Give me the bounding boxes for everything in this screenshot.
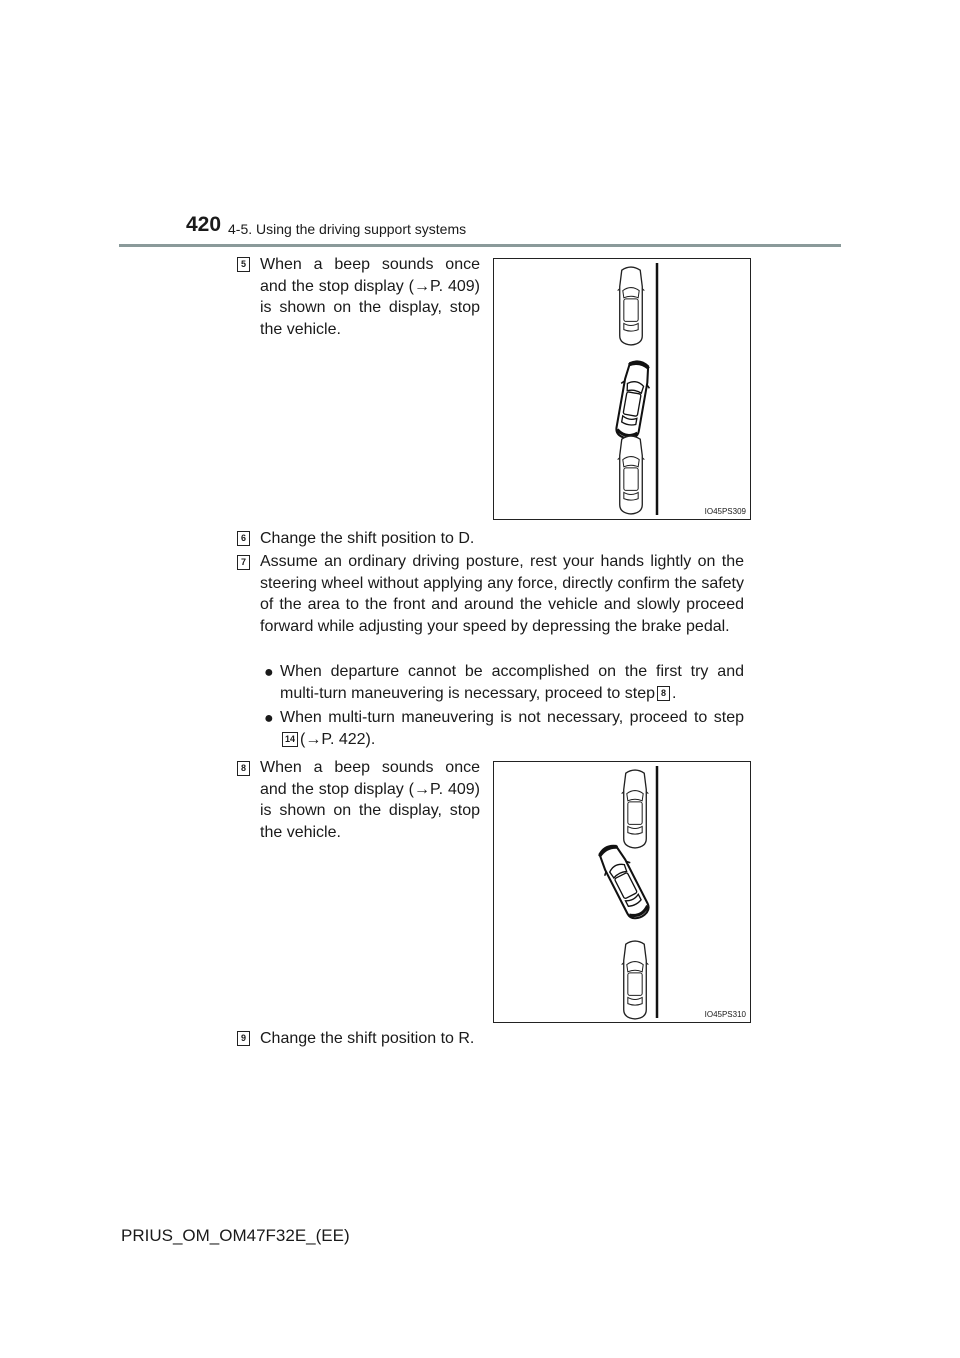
figure-1-code: IO45PS309 <box>704 507 746 516</box>
parking-diagram-1 <box>494 259 750 519</box>
bullet-2-text <box>280 707 744 750</box>
step-7-text: Assume an ordinary driving posture, rest your hands lightly on the steering wheel without applying any force, directly confirm the safety of the area to the front and around the vehicle and slowly proceed forward while adjusting your speed by depressing the brake pedal. <box>260 553 744 635</box>
step-8-badge: 8 <box>237 761 250 776</box>
bullet-1-glyph: ● <box>264 664 274 681</box>
bullet-2-glyph: ● <box>264 710 274 727</box>
page-number: 420 <box>186 213 222 236</box>
step-6-text: Change the shift position to D. <box>260 530 475 547</box>
step-5-badge: 5 <box>237 257 250 272</box>
bullet-1-text <box>280 661 744 704</box>
bullet-2-after: (→P. 422). <box>300 730 376 748</box>
step-7-badge: 7 <box>237 555 250 570</box>
header-rule <box>119 244 841 247</box>
parking-diagram-2 <box>494 762 750 1022</box>
step-5-text: When a beep sounds once and the stop display (→P. 409) is shown on the display, stop the vehicle. <box>260 256 480 338</box>
bullet-1-before: When departure cannot be accomplished on the first try and multi-turn maneuvering is necessary, proceed to step <box>280 663 744 702</box>
parking-figure-1 <box>493 258 751 520</box>
step-8-ref: 8 <box>657 686 670 701</box>
section-title: 4-5. Using the driving support systems <box>228 221 467 237</box>
bullet-2-before: When multi-turn maneuvering is not necessary, proceed to step <box>280 709 744 726</box>
step-9-badge: 9 <box>237 1031 250 1046</box>
figure-2-code: IO45PS310 <box>704 1010 746 1019</box>
step-14-ref: 14 <box>282 732 298 747</box>
step-6-badge: 6 <box>237 531 250 546</box>
step-8-text: When a beep sounds once and the stop display (→P. 409) is shown on the display, stop the vehicle. <box>260 759 480 841</box>
parking-figure-2 <box>493 761 751 1023</box>
document-id-footer: PRIUS_OM_OM47F32E_(EE) <box>121 1226 350 1245</box>
step-9-text: Change the shift position to R. <box>260 1030 475 1047</box>
bullet-1-after: . <box>672 684 677 702</box>
